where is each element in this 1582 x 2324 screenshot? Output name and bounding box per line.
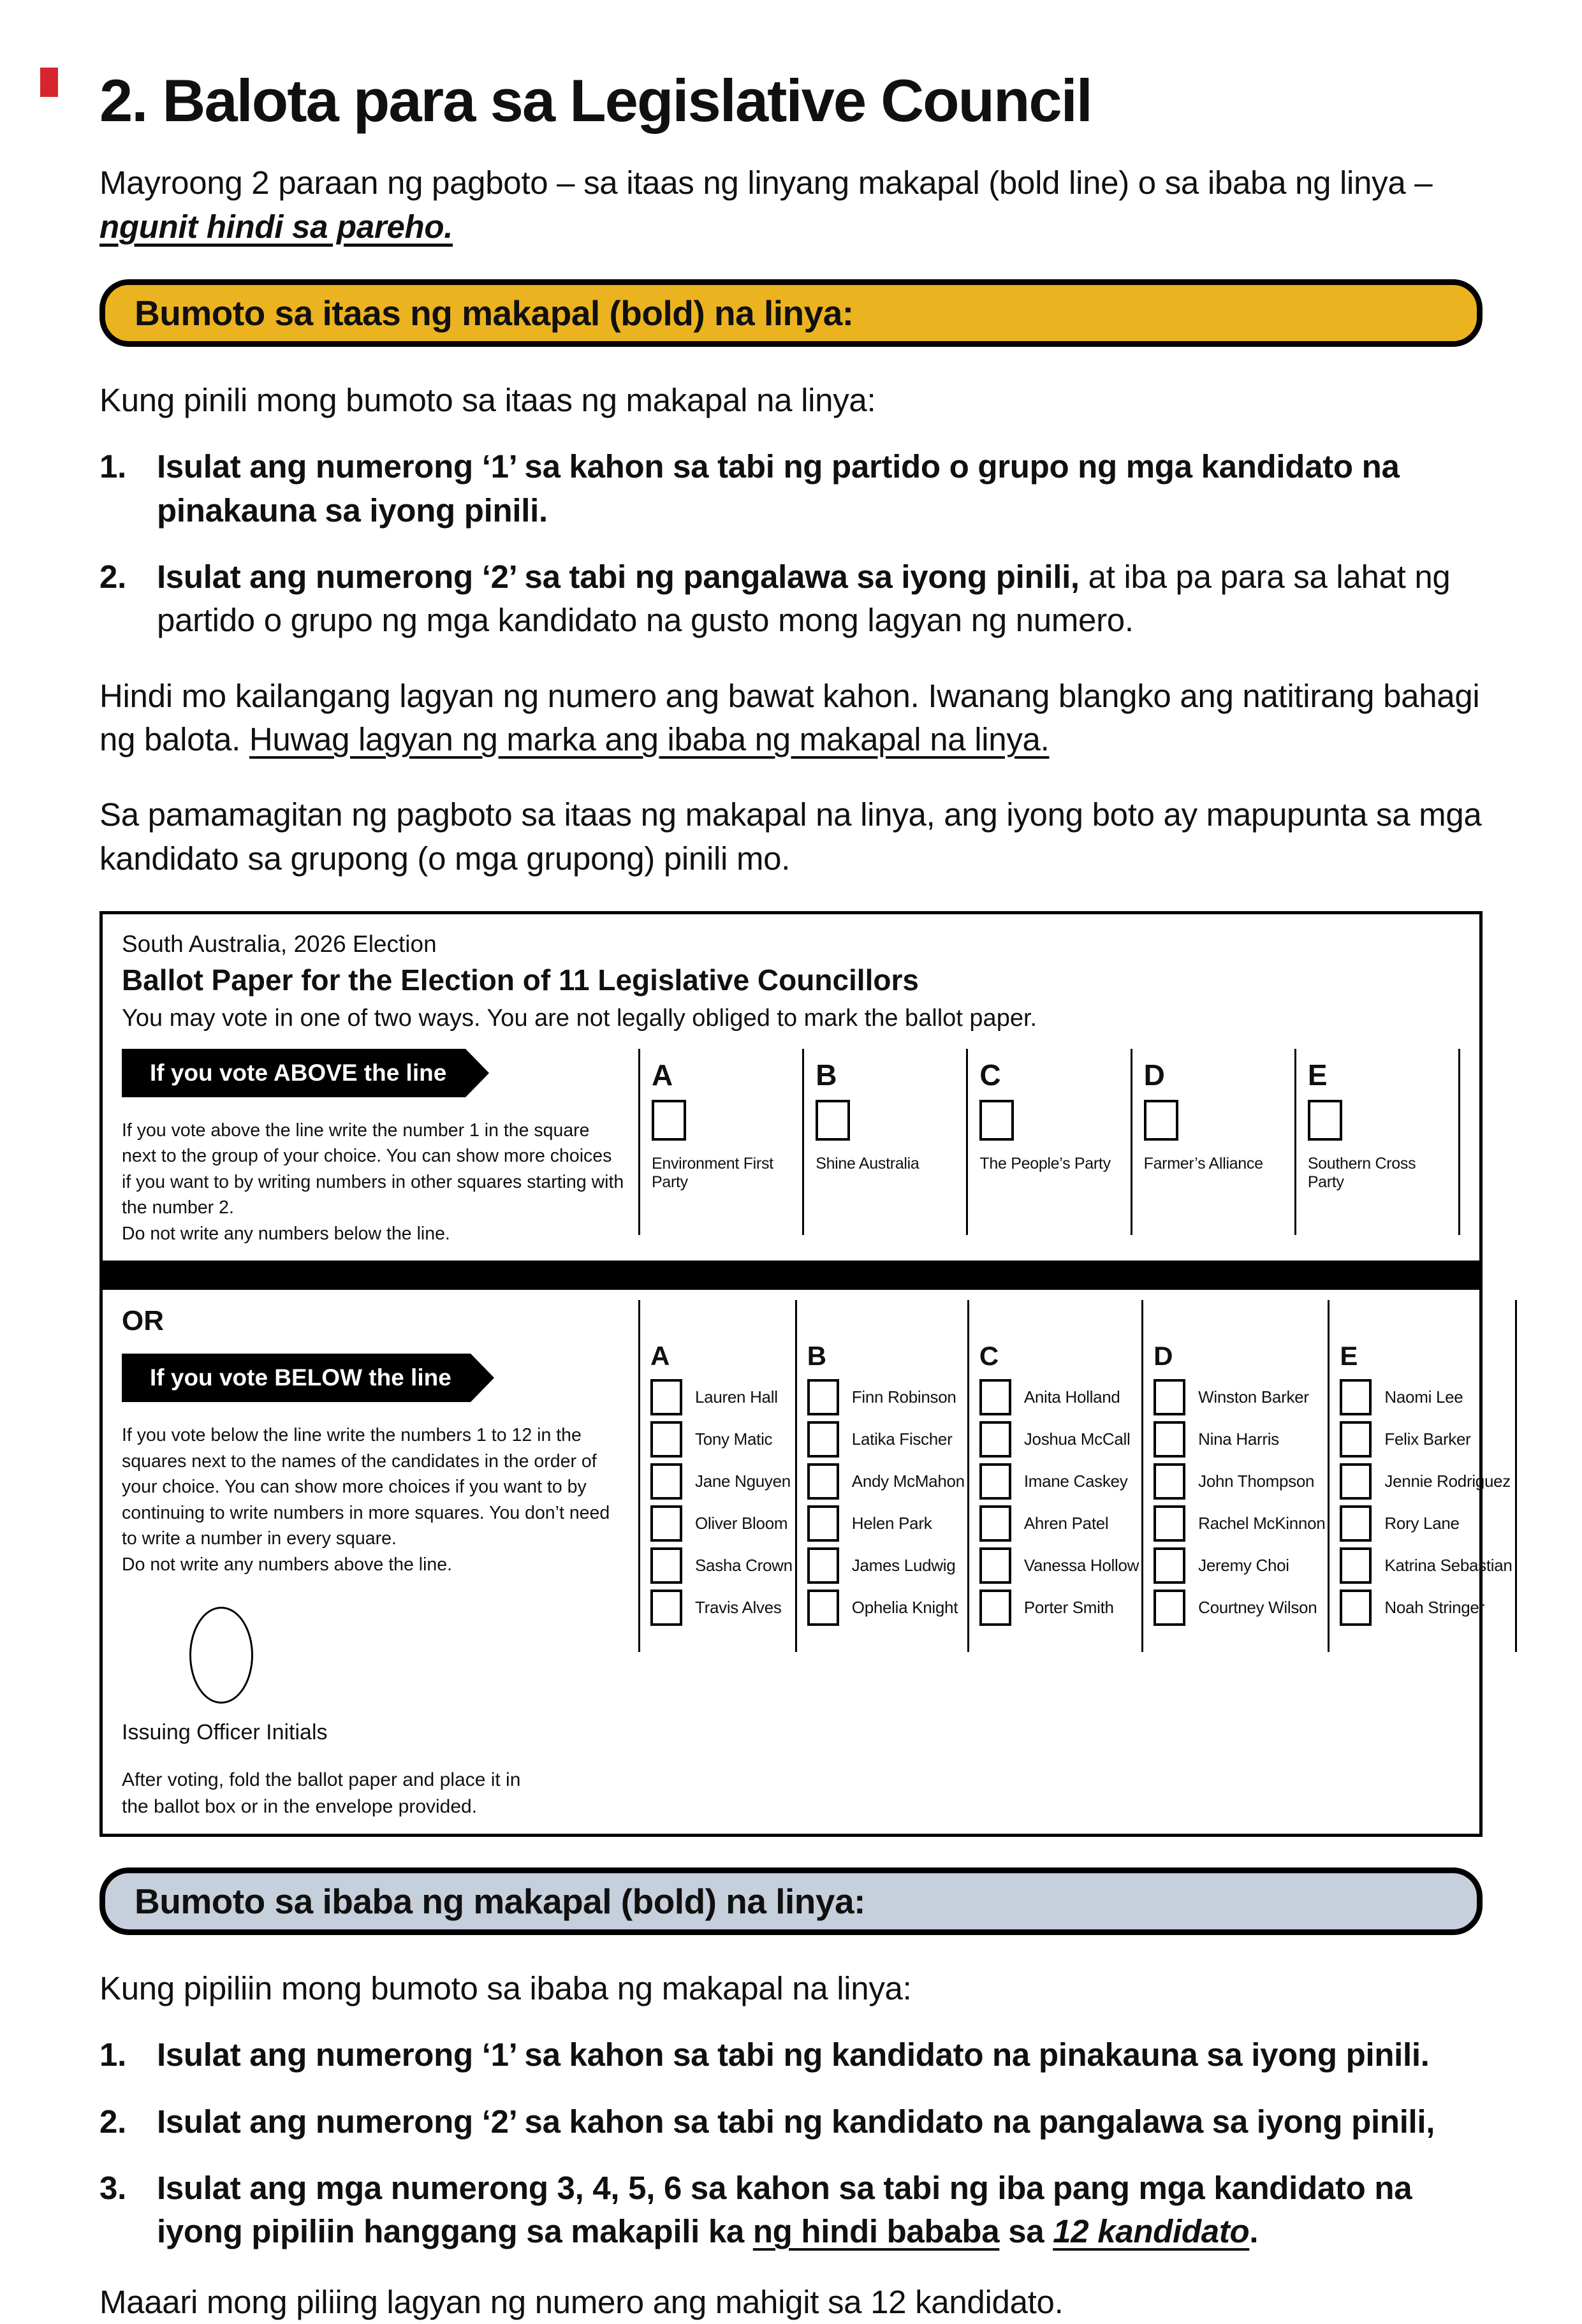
candidate-name: Andy McMahon <box>851 1472 965 1491</box>
officer-initials-label: Issuing Officer Initials <box>122 1720 328 1745</box>
above-result: Sa pamamagitan ng pagboto sa itaas ng makapal na linya, ang iyong boto ay mapupunta sa mga kandidato sa grupong (o mga grupong) pinili mo. <box>99 796 1482 877</box>
candidate-name: Oliver Bloom <box>695 1514 788 1533</box>
candidate-row <box>650 1463 793 1500</box>
candidate-name: Jeremy Choi <box>1198 1556 1289 1575</box>
candidate-preference-box[interactable] <box>807 1505 839 1542</box>
candidate-row <box>807 1379 965 1415</box>
candidate-name: Vanessa Hollow <box>1023 1556 1139 1575</box>
candidate-name: Naomi Lee <box>1384 1387 1463 1407</box>
column-letter: A <box>650 1341 670 1371</box>
item-number: 3. <box>99 2169 126 2206</box>
officer-initials-circle <box>189 1607 253 1704</box>
party-group-e <box>1294 1049 1458 1235</box>
above-line-instructions-column <box>122 1049 638 1246</box>
candidate-preference-box[interactable] <box>807 1421 839 1458</box>
candidate-row <box>650 1547 793 1584</box>
candidate-column-a <box>638 1300 795 1652</box>
candidate-name: Felix Barker <box>1384 1429 1471 1449</box>
candidate-name: Noah Stringer <box>1384 1598 1484 1618</box>
above-line-warning: Do not write any numbers below the line. <box>122 1223 450 1244</box>
candidate-row <box>979 1421 1139 1458</box>
party-name: The People’s Party <box>979 1155 1111 1173</box>
below-item-1 <box>99 2033 1483 2077</box>
group-letter: C <box>979 1058 1001 1092</box>
candidate-row <box>1340 1379 1512 1415</box>
candidate-column-d <box>1141 1300 1328 1652</box>
column-letter: B <box>807 1341 827 1371</box>
candidate-name: Anita Holland <box>1023 1387 1120 1407</box>
candidate-row <box>807 1463 965 1500</box>
candidate-preference-box[interactable] <box>650 1505 682 1542</box>
party-group-columns <box>638 1049 1460 1235</box>
below-line-banner-label: If you vote BELOW the line <box>150 1364 451 1391</box>
item-bold-text: Isulat ang numerong ‘2’ sa kahon sa tabi ng kandidato na pangalawa sa iyong pinili, <box>157 2103 1435 2140</box>
candidate-preference-box[interactable] <box>1340 1505 1372 1542</box>
item-bold-text: Isulat ang numerong ‘1’ sa kahon sa tabi ng partido o grupo ng mga kandidato na pinakauna sa iyong pinili. <box>157 448 1400 529</box>
candidate-row <box>650 1590 793 1626</box>
candidate-name: Courtney Wilson <box>1198 1598 1317 1618</box>
candidate-preference-box[interactable] <box>1154 1505 1185 1542</box>
candidate-name: Jane Nguyen <box>695 1472 791 1491</box>
candidate-column-c <box>967 1300 1141 1652</box>
candidate-name: Helen Park <box>851 1514 932 1533</box>
candidate-name: Latika Fischer <box>851 1429 953 1449</box>
candidate-name: Sasha Crown <box>695 1556 793 1575</box>
below-lead: Kung pipiliin mong bumoto sa ibaba ng makapal na linya: <box>99 1970 912 2006</box>
candidate-column-e <box>1328 1300 1514 1652</box>
above-line-banner <box>122 1049 465 1097</box>
candidate-preference-box[interactable] <box>807 1547 839 1584</box>
above-item-1 <box>99 445 1483 532</box>
candidate-preference-box[interactable] <box>1154 1590 1185 1626</box>
vote-below-banner-label: Bumoto sa ibaba ng makapal (bold) na linya: <box>135 1881 865 1921</box>
candidate-row <box>979 1547 1139 1584</box>
candidate-name: Porter Smith <box>1023 1598 1114 1618</box>
candidate-preference-box[interactable] <box>979 1421 1011 1458</box>
party-name: Southern Cross Party <box>1307 1155 1416 1191</box>
candidate-name: Jennie Rodriguez <box>1384 1472 1511 1491</box>
candidate-row <box>1340 1505 1512 1542</box>
candidate-row <box>979 1463 1139 1500</box>
item-number: 2. <box>99 559 126 596</box>
item-underlined-italic-text: 12 kandidato <box>1053 2213 1250 2250</box>
vote-above-banner <box>99 279 1483 347</box>
group-preference-box[interactable] <box>979 1100 1014 1141</box>
above-line-area <box>122 1049 1460 1246</box>
item-bold-text: Isulat ang numerong ‘1’ sa kahon sa tabi ng kandidato na pinakauna sa iyong pinili. <box>157 2036 1430 2073</box>
candidate-row <box>979 1590 1139 1626</box>
group-letter: D <box>1143 1058 1165 1092</box>
candidate-preference-box[interactable] <box>650 1463 682 1500</box>
fold-instruction: After voting, fold the ballot paper and place it in the ballot box or in the envelope provided. <box>122 1769 521 1817</box>
candidate-row <box>807 1547 965 1584</box>
party-group-c <box>966 1049 1130 1235</box>
candidate-name: Joshua McCall <box>1023 1429 1131 1449</box>
ballot-region: South Australia, 2026 Election <box>122 931 437 957</box>
below-item-2 <box>99 2100 1483 2144</box>
candidate-preference-box[interactable] <box>1340 1547 1372 1584</box>
above-line-instructions: If you vote above the line write the number 1 in the square next to the group of your choice. You can show more choices if you want to by writing numbers in other squares starting with the number 2. <box>122 1120 624 1218</box>
page-corner-mark <box>40 68 58 97</box>
column-letter: E <box>1340 1341 1358 1371</box>
candidate-preference-box[interactable] <box>1154 1379 1185 1415</box>
group-preference-box[interactable] <box>1308 1100 1342 1141</box>
group-preference-box[interactable] <box>816 1100 850 1141</box>
candidate-preference-box[interactable] <box>650 1590 682 1626</box>
candidate-row <box>979 1505 1139 1542</box>
column-letter: C <box>979 1341 999 1371</box>
group-letter: B <box>816 1058 837 1092</box>
item-bold-text: Isulat ang mga numerong 3, 4, 5, 6 sa kahon sa tabi ng iba pang mga kandidato na iyong pipiliin hanggang sa makapili ka <box>157 2169 1412 2250</box>
above-lead: Kung pinili mong bumoto sa itaas ng makapal na linya: <box>99 382 876 419</box>
candidate-name: Imane Caskey <box>1023 1472 1128 1491</box>
ballot-subtitle: You may vote in one of two ways. You are not legally obliged to mark the ballot paper. <box>122 1005 1037 1032</box>
ballot-paper <box>99 911 1512 1837</box>
candidate-row <box>650 1505 793 1542</box>
candidate-name: Finn Robinson <box>851 1387 956 1407</box>
below-line-warning: Do not write any numbers above the line. <box>122 1554 453 1575</box>
below-line-instructions-column <box>122 1300 638 1820</box>
candidate-row <box>1340 1590 1512 1626</box>
candidate-row <box>1154 1547 1325 1584</box>
candidate-row <box>807 1590 965 1626</box>
item-number: 1. <box>99 2036 126 2073</box>
candidate-preference-box[interactable] <box>1340 1379 1372 1415</box>
candidate-preference-box[interactable] <box>807 1379 839 1415</box>
group-letter: E <box>1307 1058 1328 1092</box>
candidate-row <box>1154 1379 1325 1415</box>
party-group-a <box>638 1049 802 1235</box>
item-bold-text: sa <box>999 2213 1053 2250</box>
candidate-columns <box>638 1300 1517 1652</box>
candidate-name: Katrina Sebastian <box>1384 1556 1512 1575</box>
below-footer: Maaari mong piliing lagyan ng numero ang mahigit sa 12 kandidato. <box>99 2283 1064 2320</box>
above-item-2 <box>99 555 1483 643</box>
candidate-name: Rory Lane <box>1384 1514 1460 1533</box>
candidate-row <box>807 1421 965 1458</box>
candidate-preference-box[interactable] <box>1154 1547 1185 1584</box>
candidate-preference-box[interactable] <box>979 1505 1011 1542</box>
or-label: OR <box>122 1305 164 1337</box>
intro-line-1: Mayroong 2 paraan ng pagboto – sa itaas ng linyang makapal (bold line) o sa ibaba ng linya – <box>99 164 1433 201</box>
candidate-row <box>1154 1421 1325 1458</box>
candidate-name: Nina Harris <box>1198 1429 1279 1449</box>
below-line-instructions: If you vote below the line write the numbers 1 to 12 in the squares next to the names of the candidates in the order of your choice. You can show more choices if you want to by continuing to write numbers in more squares. You don’t need to write a number in every square. <box>122 1425 610 1549</box>
vote-above-banner-label: Bumoto sa itaas ng makapal (bold) na linya: <box>135 293 854 333</box>
candidate-name: James Ludwig <box>851 1556 956 1575</box>
above-note-underlined: Huwag lagyan ng marka ang ibaba ng makapal na linya. <box>249 721 1050 758</box>
candidate-row <box>1154 1590 1325 1626</box>
item-underlined-text: ng hindi bababa <box>752 2213 1000 2250</box>
candidate-name: Ophelia Knight <box>851 1598 958 1618</box>
ballot-title: Ballot Paper for the Election of 11 Legislative Councillors <box>122 963 919 997</box>
candidate-row <box>807 1505 965 1542</box>
candidate-name: John Thompson <box>1198 1472 1315 1491</box>
party-group-d <box>1131 1049 1294 1235</box>
below-line-banner <box>122 1354 471 1402</box>
group-letter: A <box>652 1058 673 1092</box>
candidate-preference-box[interactable] <box>979 1379 1011 1415</box>
candidate-row <box>650 1379 793 1415</box>
group-preference-box[interactable] <box>1144 1100 1178 1141</box>
below-item-3 <box>99 2167 1483 2254</box>
candidate-preference-box[interactable] <box>979 1590 1011 1626</box>
candidate-name: Ahren Patel <box>1023 1514 1109 1533</box>
candidate-preference-box[interactable] <box>1340 1463 1372 1500</box>
above-note <box>99 675 1483 762</box>
candidate-preference-box[interactable] <box>979 1547 1011 1584</box>
candidate-preference-box[interactable] <box>979 1463 1011 1500</box>
candidate-preference-box[interactable] <box>1340 1590 1372 1626</box>
intro-line-2-emphasis: ngunit hindi sa pareho. <box>99 208 453 245</box>
candidate-preference-box[interactable] <box>650 1379 682 1415</box>
column-letter: D <box>1154 1341 1173 1371</box>
candidate-row <box>1340 1421 1512 1458</box>
bold-dividing-line <box>103 1261 1479 1290</box>
candidate-row <box>1340 1463 1512 1500</box>
party-name: Environment First Party <box>652 1155 773 1191</box>
candidate-preference-box[interactable] <box>650 1547 682 1584</box>
vote-below-banner <box>99 1867 1483 1935</box>
candidate-preference-box[interactable] <box>650 1421 682 1458</box>
candidate-row <box>650 1421 793 1458</box>
intro-paragraph <box>99 161 1483 249</box>
candidate-preference-box[interactable] <box>1340 1421 1372 1458</box>
candidate-name: Rachel McKinnon <box>1198 1514 1326 1533</box>
below-line-area <box>122 1300 1512 1820</box>
candidate-name: Winston Barker <box>1198 1387 1309 1407</box>
candidate-preference-box[interactable] <box>1154 1463 1185 1500</box>
group-preference-box[interactable] <box>652 1100 686 1141</box>
party-name: Shine Australia <box>816 1155 919 1173</box>
page-title: 2. Balota para sa Legislative Council <box>99 67 1092 134</box>
candidate-preference-box[interactable] <box>807 1590 839 1626</box>
candidate-name: Travis Alves <box>695 1598 782 1618</box>
page <box>0 68 1582 2324</box>
candidate-row <box>1340 1547 1512 1584</box>
candidate-preference-box[interactable] <box>1154 1421 1185 1458</box>
item-bold-text: Isulat ang numerong ‘2’ sa tabi ng pangalawa sa iyong pinili, <box>157 559 1080 596</box>
candidate-name: Tony Matic <box>695 1429 773 1449</box>
candidate-row <box>979 1379 1139 1415</box>
item-number: 1. <box>99 448 126 485</box>
candidate-column-b <box>795 1300 967 1652</box>
item-rest-text: at iba pa para sa lahat ng partido o grupo ng mga kandidato na gusto mong lagyan ng numero. <box>157 559 1451 639</box>
candidate-row <box>1154 1463 1325 1500</box>
party-group-b <box>802 1049 966 1235</box>
candidate-row <box>1154 1505 1325 1542</box>
party-name: Farmer’s Alliance <box>1143 1155 1263 1173</box>
above-line-banner-label: If you vote ABOVE the line <box>150 1060 447 1086</box>
item-number: 2. <box>99 2103 126 2140</box>
item-bold-text: . <box>1249 2213 1259 2250</box>
above-note-plain: Hindi mo kailangang lagyan ng numero ang bawat kahon. Iwanang blangko ang natitirang bahagi ng balota. <box>99 677 1480 758</box>
candidate-preference-box[interactable] <box>807 1463 839 1500</box>
candidate-name: Lauren Hall <box>695 1387 778 1407</box>
